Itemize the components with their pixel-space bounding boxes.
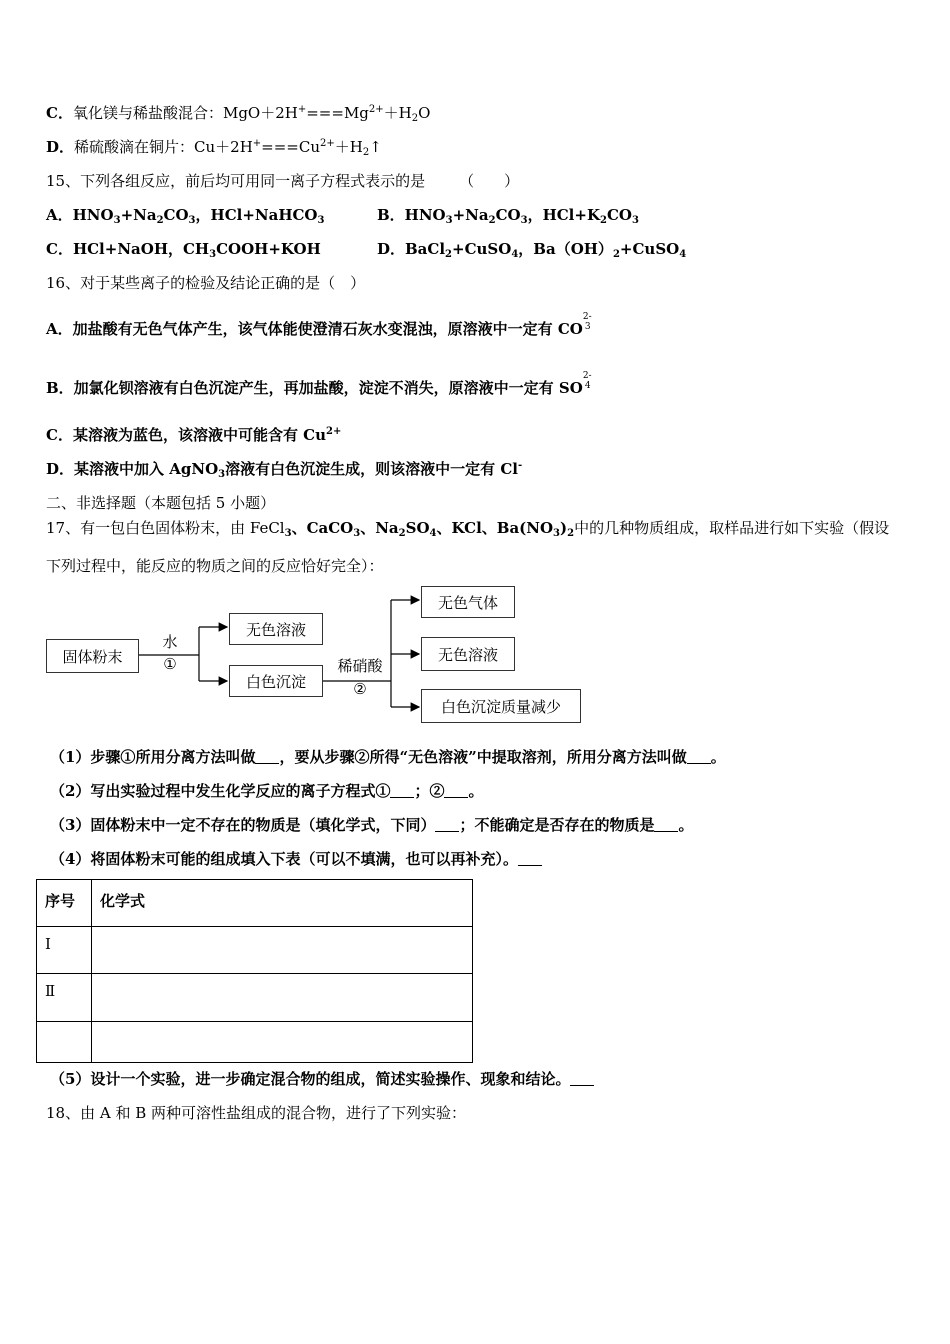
table-header-index: 序号 [37,880,92,927]
q16-option-d: D．某溶液中加入 AgNO$_3$溶液有白色沉淀生成，则该溶液中一定有 Cl- [46,460,523,480]
flow-step1-number: ① [163,655,177,673]
q15-option-b: B．$HNO_3+Na_2CO_3$，$HCl+K_2CO_3$ [377,206,639,226]
section-heading: 二、非选择题（本题包括 5 小题） [46,494,276,512]
flow-box-colorless-solution-1: 无色溶液 [229,613,323,645]
q17-part2: （2）写出实验过程中发生化学反应的离子方程式① ；② 。 [50,782,484,800]
answer-blank[interactable] [570,1071,594,1086]
table-row-index [37,1022,92,1063]
answer-blank[interactable] [435,817,459,832]
q17-part4: （4）将固体粉末可能的组成填入下表（可以不填满，也可以再补充）。 [50,849,542,869]
q17-part3: （3）固体粉末中一定不存在的物质是（填化学式，下同） ；不能确定是否存在的物质是 。 [50,816,694,834]
table-answer-cell[interactable] [92,974,473,1022]
q15-option-a: A．$HNO_3+Na_2CO_3$，HCl+NaHCO$_3$ [46,206,325,226]
option-label: C． [46,104,73,122]
q15-option-d: D．BaCl$_2$+CuSO$_4$，$Ba(OH)_2+CuSO_4$ [377,240,687,260]
table-row-index: Ⅱ [37,974,92,1022]
q17-stem-line1: 17、有一包白色固体粉末，由 FeCl$_3$、CaCO$_3$、$Na_2SO_4$、KCl、$Ba(NO_3)_2$中的几种物质组成，取样品进行如下实验（假设 [46,519,890,539]
table-answer-cell[interactable] [92,1022,473,1063]
answer-blank[interactable] [390,783,414,798]
flow-step2-number: ② [353,680,367,698]
q16-stem: 16、对于某些离子的检验及结论正确的是（ ） [46,274,366,292]
flow-box-colorless-solution-2: 无色溶液 [421,637,515,671]
table-row-index: Ⅰ [37,927,92,974]
q18-stem: 18、由 A 和 B 两种可溶性盐组成的混合物，进行了下列实验： [46,1104,467,1122]
flow-step2-reagent: 稀硝酸 [337,657,383,675]
answer-blank[interactable] [687,749,711,764]
q14-option-c: C．氧化镁与稀盐酸混合：$MgO+2H^+===Mg^{2+}+H_2O$ [46,104,431,124]
q14-option-d: D．稀硫酸滴在铜片：$Cu+2H^+===Cu^{2+}+H_2↑$ [46,138,382,158]
composition-table [36,879,473,1063]
answer-blank[interactable] [255,749,279,764]
flow-step1-reagent: 水 [162,633,178,651]
flow-box-precipitate-decreases: 白色沉淀质量减少 [421,689,581,723]
flow-box-white-precipitate: 白色沉淀 [229,665,323,697]
q16-option-c: C．某溶液为蓝色，该溶液中可能含有 $Cu^{2+}$ [46,426,342,444]
q16-option-b: B．加氯化钡溶液有白色沉淀产生，再加盐酸，淀淀不消失，原溶液中一定有 SO 2- 4 [46,371,592,397]
q16-option-a: A．加盐酸有无色气体产生，该气体能使澄清石灰水变混浊，原溶液中一定有 CO 2- 3 [46,312,592,338]
answer-blank[interactable] [518,851,542,866]
table-answer-cell[interactable] [92,927,473,974]
q17-stem-line2: 下列过程中，能反应的物质之间的反应恰好完全）： [46,557,384,575]
table-header-formula: 化学式 [92,880,473,927]
q15-stem: 15、下列各组反应，前后均可用同一离子方程式表示的是 （ ） [46,172,520,190]
answer-blank[interactable] [444,783,468,798]
flow-start-box: 固体粉末 [46,639,139,673]
q15-option-c: C．HCl+NaOH，$CH_3COOH+KOH$ [46,240,321,260]
flow-box-colorless-gas: 无色气体 [421,586,515,618]
answer-blank[interactable] [654,817,678,832]
q17-part5: （5）设计一个实验，进一步确定混合物的组成，简述实验操作、现象和结论。 [50,1069,594,1089]
q17-part1: （1）步骤①所用分离方法叫做 ，要从步骤②所得“无色溶液”中提取溶剂，所用分离方法叫做 。 [50,748,726,766]
